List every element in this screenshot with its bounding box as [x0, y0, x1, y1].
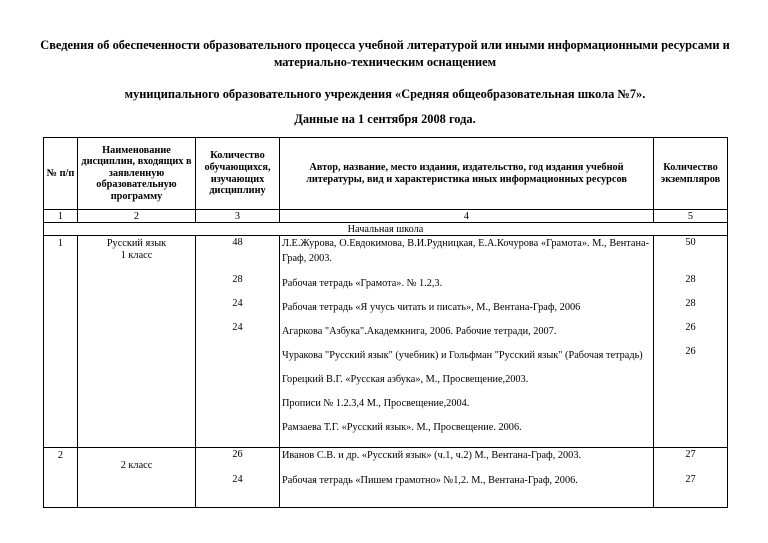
copies-count: 27	[685, 449, 696, 460]
column-number: 4	[280, 210, 654, 223]
section-heading: Начальная школа	[44, 223, 728, 236]
grade-label: 2 класс	[120, 460, 153, 471]
students-count: 26	[232, 449, 243, 460]
header-sources: Автор, название, место издания, издательство, год издания учебной литературы, вид и характеристика иных информационных ресурсов	[280, 138, 654, 210]
header-students: Количество обучающихся, изучающих дисциплину	[196, 138, 280, 210]
discipline-name: Русский язык	[106, 238, 167, 249]
students-count: 28	[232, 274, 243, 285]
students-cell	[196, 236, 280, 448]
students-count: 24	[232, 322, 243, 333]
copies-count: 50	[685, 237, 696, 248]
copies-count: 28	[685, 274, 696, 285]
table-row	[44, 236, 728, 448]
discipline-cell	[78, 236, 196, 448]
discipline-cell	[78, 448, 196, 508]
date-line: Данные на 1 сентября 2008 года.	[294, 112, 476, 126]
source-entry: Л.Е.Журова, О.Евдокимова, В.И.Рудницкая, Е.А.Кочурова «Грамота». М., Вентана-Граф, 2003.	[282, 238, 649, 264]
copies-count: 27	[685, 474, 696, 485]
students-count: 24	[232, 298, 243, 309]
header-number: № п/п	[44, 138, 78, 210]
column-number: 5	[654, 210, 728, 223]
row-number: 2	[44, 448, 78, 508]
document-title: Сведения об обеспеченности образовательного процесса учебной литературой или иными информационными ресурсами и материально-техническим оснащением	[40, 38, 730, 69]
source-entry: Прописи № 1.2.3,4 М., Просвещение,2004.	[282, 398, 470, 409]
source-entry: Горецкий В.Г. «Русская азбука», М., Просвещение,2003.	[282, 374, 529, 385]
column-number: 2	[78, 210, 196, 223]
source-entry: Рабочая тетрадь «Пишем грамотно» №1,2. М., Вентана-Граф, 2006.	[282, 475, 578, 486]
students-count: 48	[232, 237, 243, 248]
copies-cell	[654, 448, 728, 508]
grade-label: 1 класс	[120, 250, 153, 261]
source-entry: Агаркова "Азбука".Академкнига, 2006. Рабочие тетради, 2007.	[282, 326, 557, 337]
copies-count: 26	[685, 322, 696, 333]
resources-table	[43, 137, 728, 508]
header-copies: Количество экземпляров	[654, 138, 728, 210]
source-entry: Рабочая тетрадь «Я учусь читать и писать», М., Вентана-Граф, 2006	[282, 302, 581, 313]
source-entry: Рабочая тетрадь «Грамота». № 1.2,3.	[282, 278, 443, 289]
students-cell	[196, 448, 280, 508]
copies-count: 26	[685, 346, 696, 357]
students-count: 24	[232, 474, 243, 485]
row-number: 1	[44, 236, 78, 448]
column-number: 3	[196, 210, 280, 223]
column-number: 1	[44, 210, 78, 223]
sources-cell	[280, 236, 654, 448]
table-row	[44, 448, 728, 508]
school-name: муниципального образовательного учреждения «Средняя общеобразовательная школа №7».	[124, 87, 646, 101]
copies-count: 28	[685, 298, 696, 309]
copies-cell	[654, 236, 728, 448]
source-entry: Иванов С.В. и др. «Русский язык» (ч.1, ч.2) М., Вентана-Граф, 2003.	[282, 450, 582, 461]
sources-cell	[280, 448, 654, 508]
source-entry: Рамзаева Т.Г. «Русский язык». М., Просвещение. 2006.	[282, 422, 522, 433]
header-discipline: Наименование дисциплин, входящих в заявленную образовательную программу	[78, 138, 196, 210]
source-entry: Чуракова "Русский язык" (учебник) и Гольфман "Русский язык" (Рабочая тетрадь)	[282, 350, 643, 361]
